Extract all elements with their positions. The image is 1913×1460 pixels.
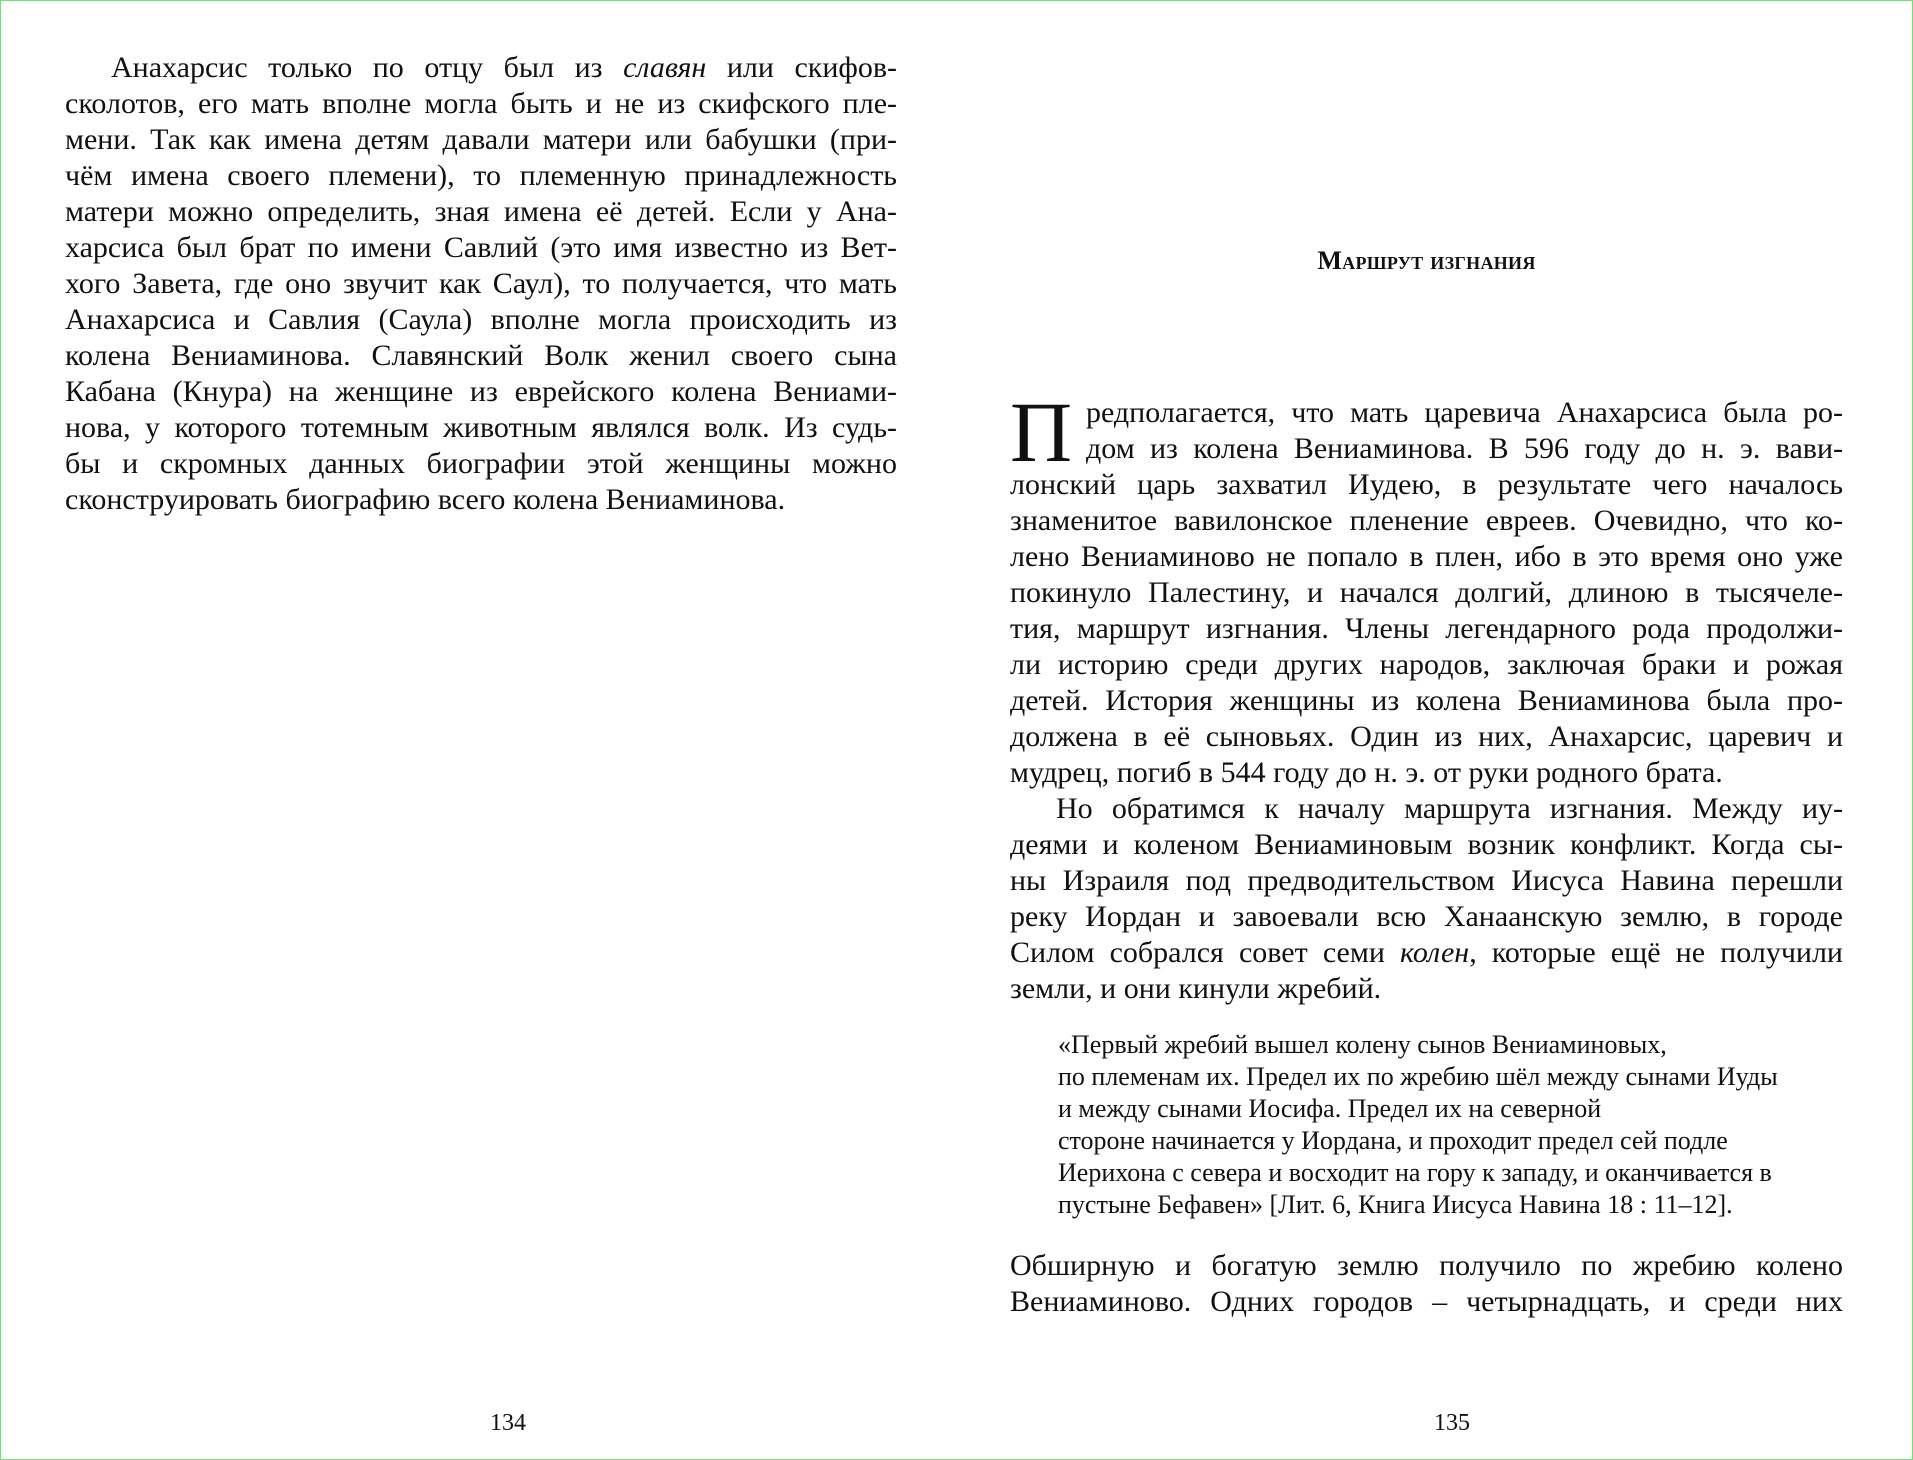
text-line: Но обратимся к началу маршрута изгнания. Между иу- [1056,792,1843,825]
chapter-heading: Маршрут изгнания [1317,246,1536,275]
text-line: ли историю среди других народов, заключая браки и рожая [1010,648,1843,681]
text-line: знаменитое вавилонское пленение евреев. Очевидно, что ко- [1010,504,1843,537]
text-line: сконструировать биографию всего колена Вениаминова. [65,483,786,516]
page-number-left: 134 [490,1410,526,1436]
quote-line: по племенам их. Предел их по жребию шёл между сынами Иуды [1058,1062,1778,1091]
text-line: ны Израиля под предводительством Иисуса Навина перешли [1010,864,1843,897]
text-line: матери можно определить, зная имена её детей. Если у Ана- [65,195,897,228]
text-line: бы и скромных данных биографии этой женщины можно [65,447,897,480]
text-line: лено Вениаминово не попало в плен, ибо в это время оно уже [1010,540,1843,573]
text-line: детей. История женщины из колена Вениаминова была про- [1010,684,1843,717]
text-line: мудрец, погиб в 544 году до н. э. от руки родного брата. [1010,756,1723,789]
left-page-text [65,50,897,518]
text-line: должена в её сыновьях. Один из них, Анахарсис, царевич и [1010,720,1843,753]
text-line: Анахарсиса и Савлия (Саула) вполне могла происходить из [65,303,897,336]
right-page-text [1010,384,1843,1007]
text-line: мени. Так как имена детям давали матери или бабушки (при- [65,123,897,156]
text-line: земли, и они кинули жребий. [1010,972,1382,1005]
text-line: Силом собрался совет семи колен, которые ещё не получили [1010,936,1843,969]
text-line: хого Завета, где оно звучит как Саул), то получается, что мать [65,267,897,300]
text-line: нова, у которого тотемным животным являлся волк. Из судь- [65,411,897,444]
text-line: Кабана (Кнура) на женщине из еврейского колена Вениами- [65,375,897,408]
text-line: колена Вениаминова. Славянский Волк женил своего сына [65,339,897,372]
text-line: деями и коленом Вениаминовым возник конфликт. Когда сы- [1010,828,1843,861]
text-line: лонский царь захватил Иудею, в результате чего началось [1010,468,1843,501]
text-line: чём имена своего племени), то племенную принадлежность [65,159,897,192]
quote-line: «Первый жребий вышел колену сынов Вениаминовых, [1058,1030,1667,1059]
text-line: дом из колена Вениаминова. В 596 году до н. э. вави- [1086,432,1843,465]
text-line: сколотов, его мать вполне могла быть и не из скифского пле- [65,87,897,120]
quote-line: Иерихона с севера и восходит на гору к западу, и оканчивается в [1058,1158,1772,1187]
page-number-right: 135 [1434,1410,1470,1436]
text-line: Анахарсис только по отцу был из славян или скифов- [111,51,897,84]
drop-cap: П [1010,384,1073,480]
text-line: Обширную и богатую землю получило по жребию колено [1010,1249,1843,1282]
quote-line: пустыне Бефавен» [Лит. 6, Книга Иисуса Навина 18 : 11–12]. [1058,1190,1733,1219]
right-page-continuation [1010,1248,1843,1320]
text-line: редполагается, что мать царевича Анахарсиса была ро- [1086,396,1843,429]
text-line: реку Иордан и завоевали всю Ханаанскую землю, в городе [1010,900,1843,933]
text-line: тия, маршрут изгнания. Члены легендарного рода продолжи- [1010,612,1843,645]
quote-line: и между сынами Иосифа. Предел их на северной [1058,1094,1602,1123]
text-line: покинуло Палестину, и начался долгий, длиною в тысячеле- [1010,576,1843,609]
quote-line: стороне начинается у Иордана, и проходит предел сей подле [1058,1126,1728,1155]
block-quote [1058,1029,1843,1221]
text-line: Вениаминово. Одних городов – четырнадцать, и среди них [1010,1285,1843,1318]
text-line: харсиса был брат по имени Савлий (это имя известно из Вет- [65,231,897,264]
